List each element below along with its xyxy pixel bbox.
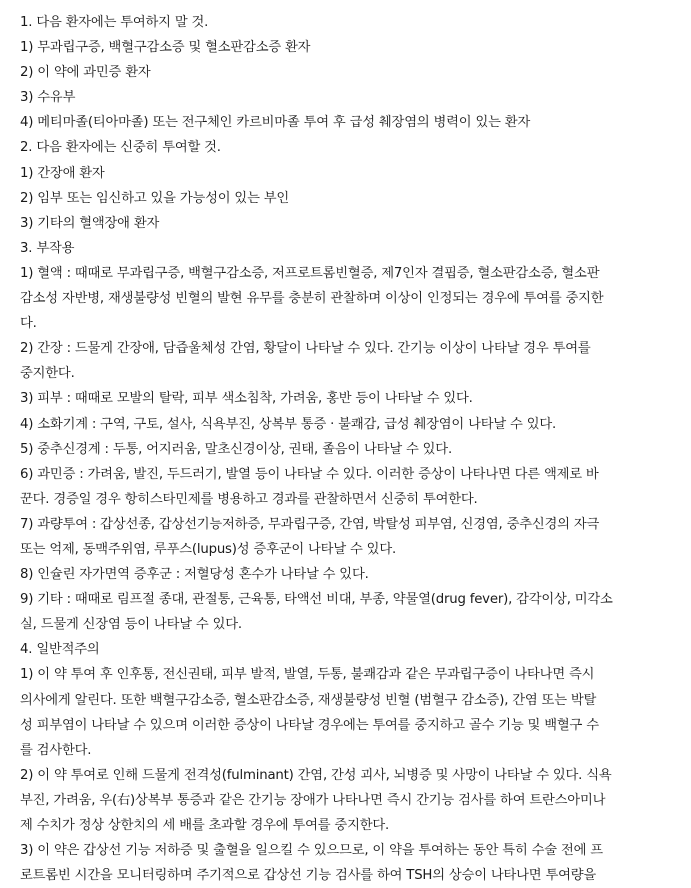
text-line: 를 검사한다. — [20, 742, 92, 758]
text-line: 중지한다. — [20, 366, 75, 382]
text-line: 감소성 자반병, 재생불량성 빈혈의 발현 유무를 충분히 관찰하며 이상이 인정되는 경우에 투여를 중지한 — [20, 291, 604, 307]
text-line: 9) 기타 : 때때로 림프절 종대, 관절통, 근육통, 타액선 비대, 부종, 약물열(drug fever), 감각이상, 미각소 — [20, 592, 613, 608]
text-line: 3) 수유부 — [20, 90, 76, 106]
text-line: 부진, 가려움, 우(右)상복부 통증과 같은 간기능 장애가 나타나면 즉시 간기능 검사를 하여 트란스아미나 — [20, 792, 606, 808]
text-line: 의사에게 알린다. 또한 백혈구감소증, 혈소판감소증, 재생불량성 빈혈 (범혈구 감소증), 간염 또는 박탈 — [20, 692, 597, 708]
text-line: 4. 일반적주의 — [20, 642, 100, 658]
text-line: 1) 간장애 환자 — [20, 165, 105, 181]
text-line: 7) 과량투여 : 갑상선종, 갑상선기능저하증, 무과립구증, 간염, 박탈성 피부염, 신경염, 중추신경의 자극 — [20, 516, 600, 532]
text-line: 2) 임부 또는 임신하고 있을 가능성이 있는 부인 — [20, 190, 290, 206]
text-line: 제 수치가 정상 상한치의 세 배를 초과할 경우에 투여를 중지한다. — [20, 818, 390, 833]
text-line: 또는 억제, 동맥주위염, 루푸스(lupus)성 증후군이 나타날 수 있다. — [20, 541, 396, 557]
text-line: 1) 혈액 : 때때로 무과립구증, 백혈구감소증, 저프로트롬빈혈증, 제7인자 결핍증, 혈소판감소증, 혈소판 — [20, 265, 600, 281]
text-line: 성 피부염이 나타날 수 있으며 이러한 증상이 나타날 경우에는 투여를 중지하고 골수 기능 및 백혈구 수 — [20, 717, 599, 733]
text-line: 3) 이 약은 갑상선 기능 저하증 및 출혈을 일으킬 수 있으므로, 이 약을 투여하는 동안 특히 수술 전에 프 — [20, 843, 603, 859]
text-line: 2) 간장 : 드물게 간장애, 담즙울체성 간염, 황달이 나타날 수 있다. 간기능 이상이 나타날 경우 투여를 — [20, 341, 591, 357]
text-line: 8) 인슐린 자가면역 증후군 : 저혈당성 혼수가 나타날 수 있다. — [20, 567, 369, 583]
text-line: 1) 무과립구증, 백혈구감소증 및 혈소판감소증 환자 — [20, 40, 311, 56]
text-line: 3) 기타의 혈액장애 환자 — [20, 215, 160, 231]
text-line: 4) 소화기계 : 구역, 구토, 설사, 식욕부진, 상복부 통증 · 불쾌감, 급성 췌장염이 나타날 수 있다. — [20, 416, 557, 432]
text-line: 6) 과민증 : 가려움, 발진, 두드러기, 발열 등이 나타날 수 있다. 이러한 증상이 나타나면 다른 액제로 바 — [20, 466, 599, 482]
text-line: 꾼다. 경증일 경우 항히스타민제를 병용하고 경과를 관찰하면서 신중히 투여한다. — [20, 491, 478, 507]
text-line: 실, 드물게 신장염 등이 나타날 수 있다. — [20, 617, 242, 633]
text-line: 3. 부작용 — [20, 240, 75, 256]
text-line: 1) 이 약 투여 후 인후통, 전신권태, 피부 발적, 발열, 두통, 불쾌감과 같은 무과립구증이 나타나면 즉시 — [20, 667, 595, 683]
text-line: 1. 다음 환자에는 투여하지 말 것. — [20, 15, 209, 30]
text-line: 2) 이 약 투여로 인해 드물게 전격성(fulminant) 간염, 간성 괴사, 뇌병증 및 사망이 나타날 수 있다. 식욕 — [20, 767, 612, 783]
text-line: 5) 중추신경계 : 두통, 어지러움, 말초신경이상, 권태, 졸음이 나타날 수 있다. — [20, 441, 452, 457]
text-line: 2. 다음 환자에는 신중히 투여할 것. — [20, 140, 221, 156]
text-line: 로트롬빈 시간을 모니터링하며 주기적으로 갑상선 기능 검사를 하여 TSH의 상승이 나타나면 투여량을 — [20, 868, 597, 884]
text-line: 4) 메티마졸(티아마졸) 또는 전구체인 카르비마졸 투여 후 급성 췌장염의 병력이 있는 환자 — [20, 115, 531, 131]
text-line: 다. — [20, 316, 37, 332]
document-body — [20, 10, 682, 888]
text-line: 2) 이 약에 과민증 환자 — [20, 65, 151, 81]
text-line: 3) 피부 : 때때로 모발의 탈락, 피부 색소침착, 가려움, 홍반 등이 나타날 수 있다. — [20, 391, 473, 407]
